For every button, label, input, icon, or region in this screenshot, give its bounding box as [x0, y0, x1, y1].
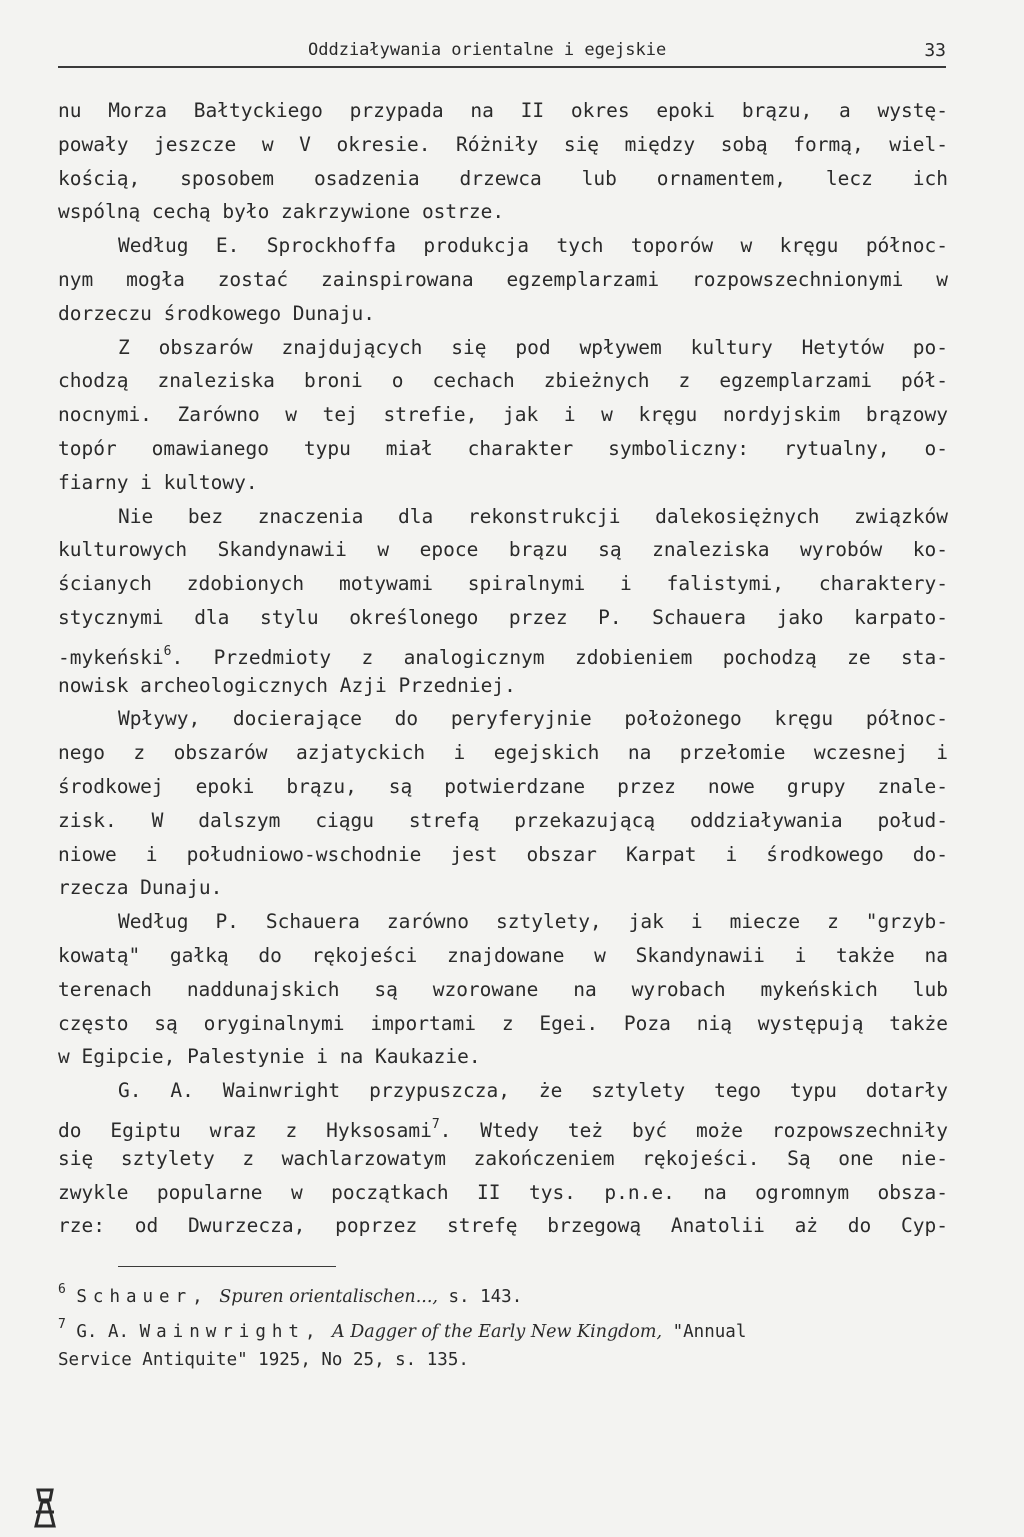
- text-line: topór omawianego typu miał charakter symboliczny: rytualny, o-: [58, 436, 948, 460]
- text-line: rzecza Dunaju.: [58, 876, 223, 900]
- footnote-text: "Annual: [662, 1322, 747, 1342]
- body-text: [58, 94, 948, 1243]
- text-line: dorzeczu środkowego Dunaju.: [58, 301, 375, 325]
- running-title: Oddziaływania orientalne i egejskie: [308, 40, 667, 60]
- text-line: chodzą znaleziska broni o cechach zbieżnych z egzemplarzami pół-: [58, 369, 948, 393]
- text-line: kością, sposobem osadzenia drzewca lub ornamentem, lecz ich: [58, 166, 948, 190]
- text-line: nego z obszarów azjatyckich i egejskich na przełomie wczesnej i: [58, 741, 948, 765]
- footnote-ref: 6: [163, 643, 172, 659]
- footnote-7: [58, 1311, 948, 1346]
- footnotes: [58, 1276, 948, 1374]
- text-line: nowisk archeologicznych Azji Przedniej.: [58, 673, 516, 697]
- text-line: rze: od Dwurzecza, poprzez strefę brzegową Anatolii aż do Cyp-: [58, 1214, 948, 1238]
- text-line: kulturowych Skandynawii w epoce brązu są znaleziska wyrobów ko-: [58, 538, 948, 562]
- footnote-text: G. A.: [76, 1322, 140, 1342]
- library-stamp-mark: [32, 1486, 58, 1530]
- footnote-ref: 7: [431, 1116, 440, 1132]
- text-line: kowatą" gałką do rękojeści znajdowane w Skandynawii i także na: [58, 943, 948, 967]
- footnote-divider: [118, 1266, 336, 1267]
- text-line: nu Morza Bałtyckiego przypada na II okres epoki brązu, a wystę-: [58, 99, 948, 122]
- text-line: niowe i południowo-wschodnie jest obszar Karpat i środkowego do-: [58, 842, 948, 866]
- text-line: w Egipcie, Palestynie i na Kaukazie.: [58, 1045, 481, 1069]
- footnote-7-continued: Service Antiquite" 1925, No 25, s. 135.: [58, 1350, 469, 1370]
- text-line: Wpływy, docierające do peryferyjnie położonego kręgu północ-: [118, 707, 948, 731]
- text-line: fiarny i kultowy.: [58, 470, 258, 494]
- text-line: Nie bez znaczenia dla rekonstrukcji dalekosiężnych związków: [118, 504, 948, 528]
- text-fragment: . Przedmioty z analogicznym zdobieniem pochodzą ze sta-: [171, 645, 948, 669]
- text-fragment: . Wtedy też być może rozpowszechniły: [439, 1118, 948, 1142]
- text-line: G. A. Wainwright przypuszcza, że sztylety tego typu dotarły: [118, 1079, 948, 1103]
- footnote-6: [58, 1276, 948, 1311]
- text-line: [58, 635, 948, 669]
- text-line: wspólną cechą było zakrzywione ostrze.: [58, 200, 505, 224]
- text-line: ścianych zdobionych motywami spiralnymi i falistymi, charaktery-: [58, 572, 948, 596]
- text-line: się sztylety z wachlarzowatym zakończeniem rękojeści. Są one nie-: [58, 1146, 948, 1170]
- footnote-text: s. 143.: [437, 1287, 523, 1307]
- text-fragment: -mykeński: [58, 645, 164, 669]
- text-line: nocnymi. Zarówno w tej strefie, jak i w kręgu nordyjskim brązowy: [58, 403, 948, 427]
- text-line: [58, 1108, 948, 1142]
- text-line: terenach naddunajskich są wzorowane na wyrobach mykeńskich lub: [58, 977, 948, 1001]
- text-line: Z obszarów znajdujących się pod wpływem kultury Hetytów po-: [118, 335, 948, 359]
- text-line: Według P. Schauera zarówno sztylety, jak i miecze z "grzyb-: [118, 910, 948, 934]
- running-header: [58, 40, 946, 68]
- text-fragment: do Egiptu wraz z Hyksosami: [58, 1118, 432, 1142]
- page-number: 33: [924, 40, 946, 61]
- text-line: środkowej epoki brązu, są potwierdzane przez nowe grupy znale-: [58, 774, 948, 798]
- footnote-number: 7: [58, 1317, 66, 1332]
- footnote-number: 6: [58, 1282, 66, 1297]
- text-line: Według E. Sprockhoffa produkcja tych toporów w kręgu północ-: [118, 234, 948, 258]
- text-line: stycznymi dla stylu określonego przez P. Schauera jako karpato-: [58, 605, 948, 629]
- text-line: zwykle popularne w początkach II tys. p.n.e. na ogromnym obsza-: [58, 1180, 948, 1204]
- text-line: często są oryginalnymi importami z Egei. Poza nią występują także: [58, 1011, 948, 1035]
- footnote-title: A Dagger of the Early New Kingdom,: [332, 1322, 663, 1342]
- text-line: powały jeszcze w V okresie. Różniły się między sobą formą, wiel-: [58, 132, 948, 156]
- text-line: nym mogła zostać zainspirowana egzemplarzami rozpowszechnionymi w: [58, 267, 948, 291]
- footnote-author: Schauer,: [76, 1287, 209, 1307]
- text-line: zisk. W dalszym ciągu strefą przekazującą oddziaływania połud-: [58, 808, 948, 832]
- footnote-author: Wainwright,: [139, 1322, 322, 1342]
- footnote-title: Spuren orientalischen...,: [219, 1287, 438, 1307]
